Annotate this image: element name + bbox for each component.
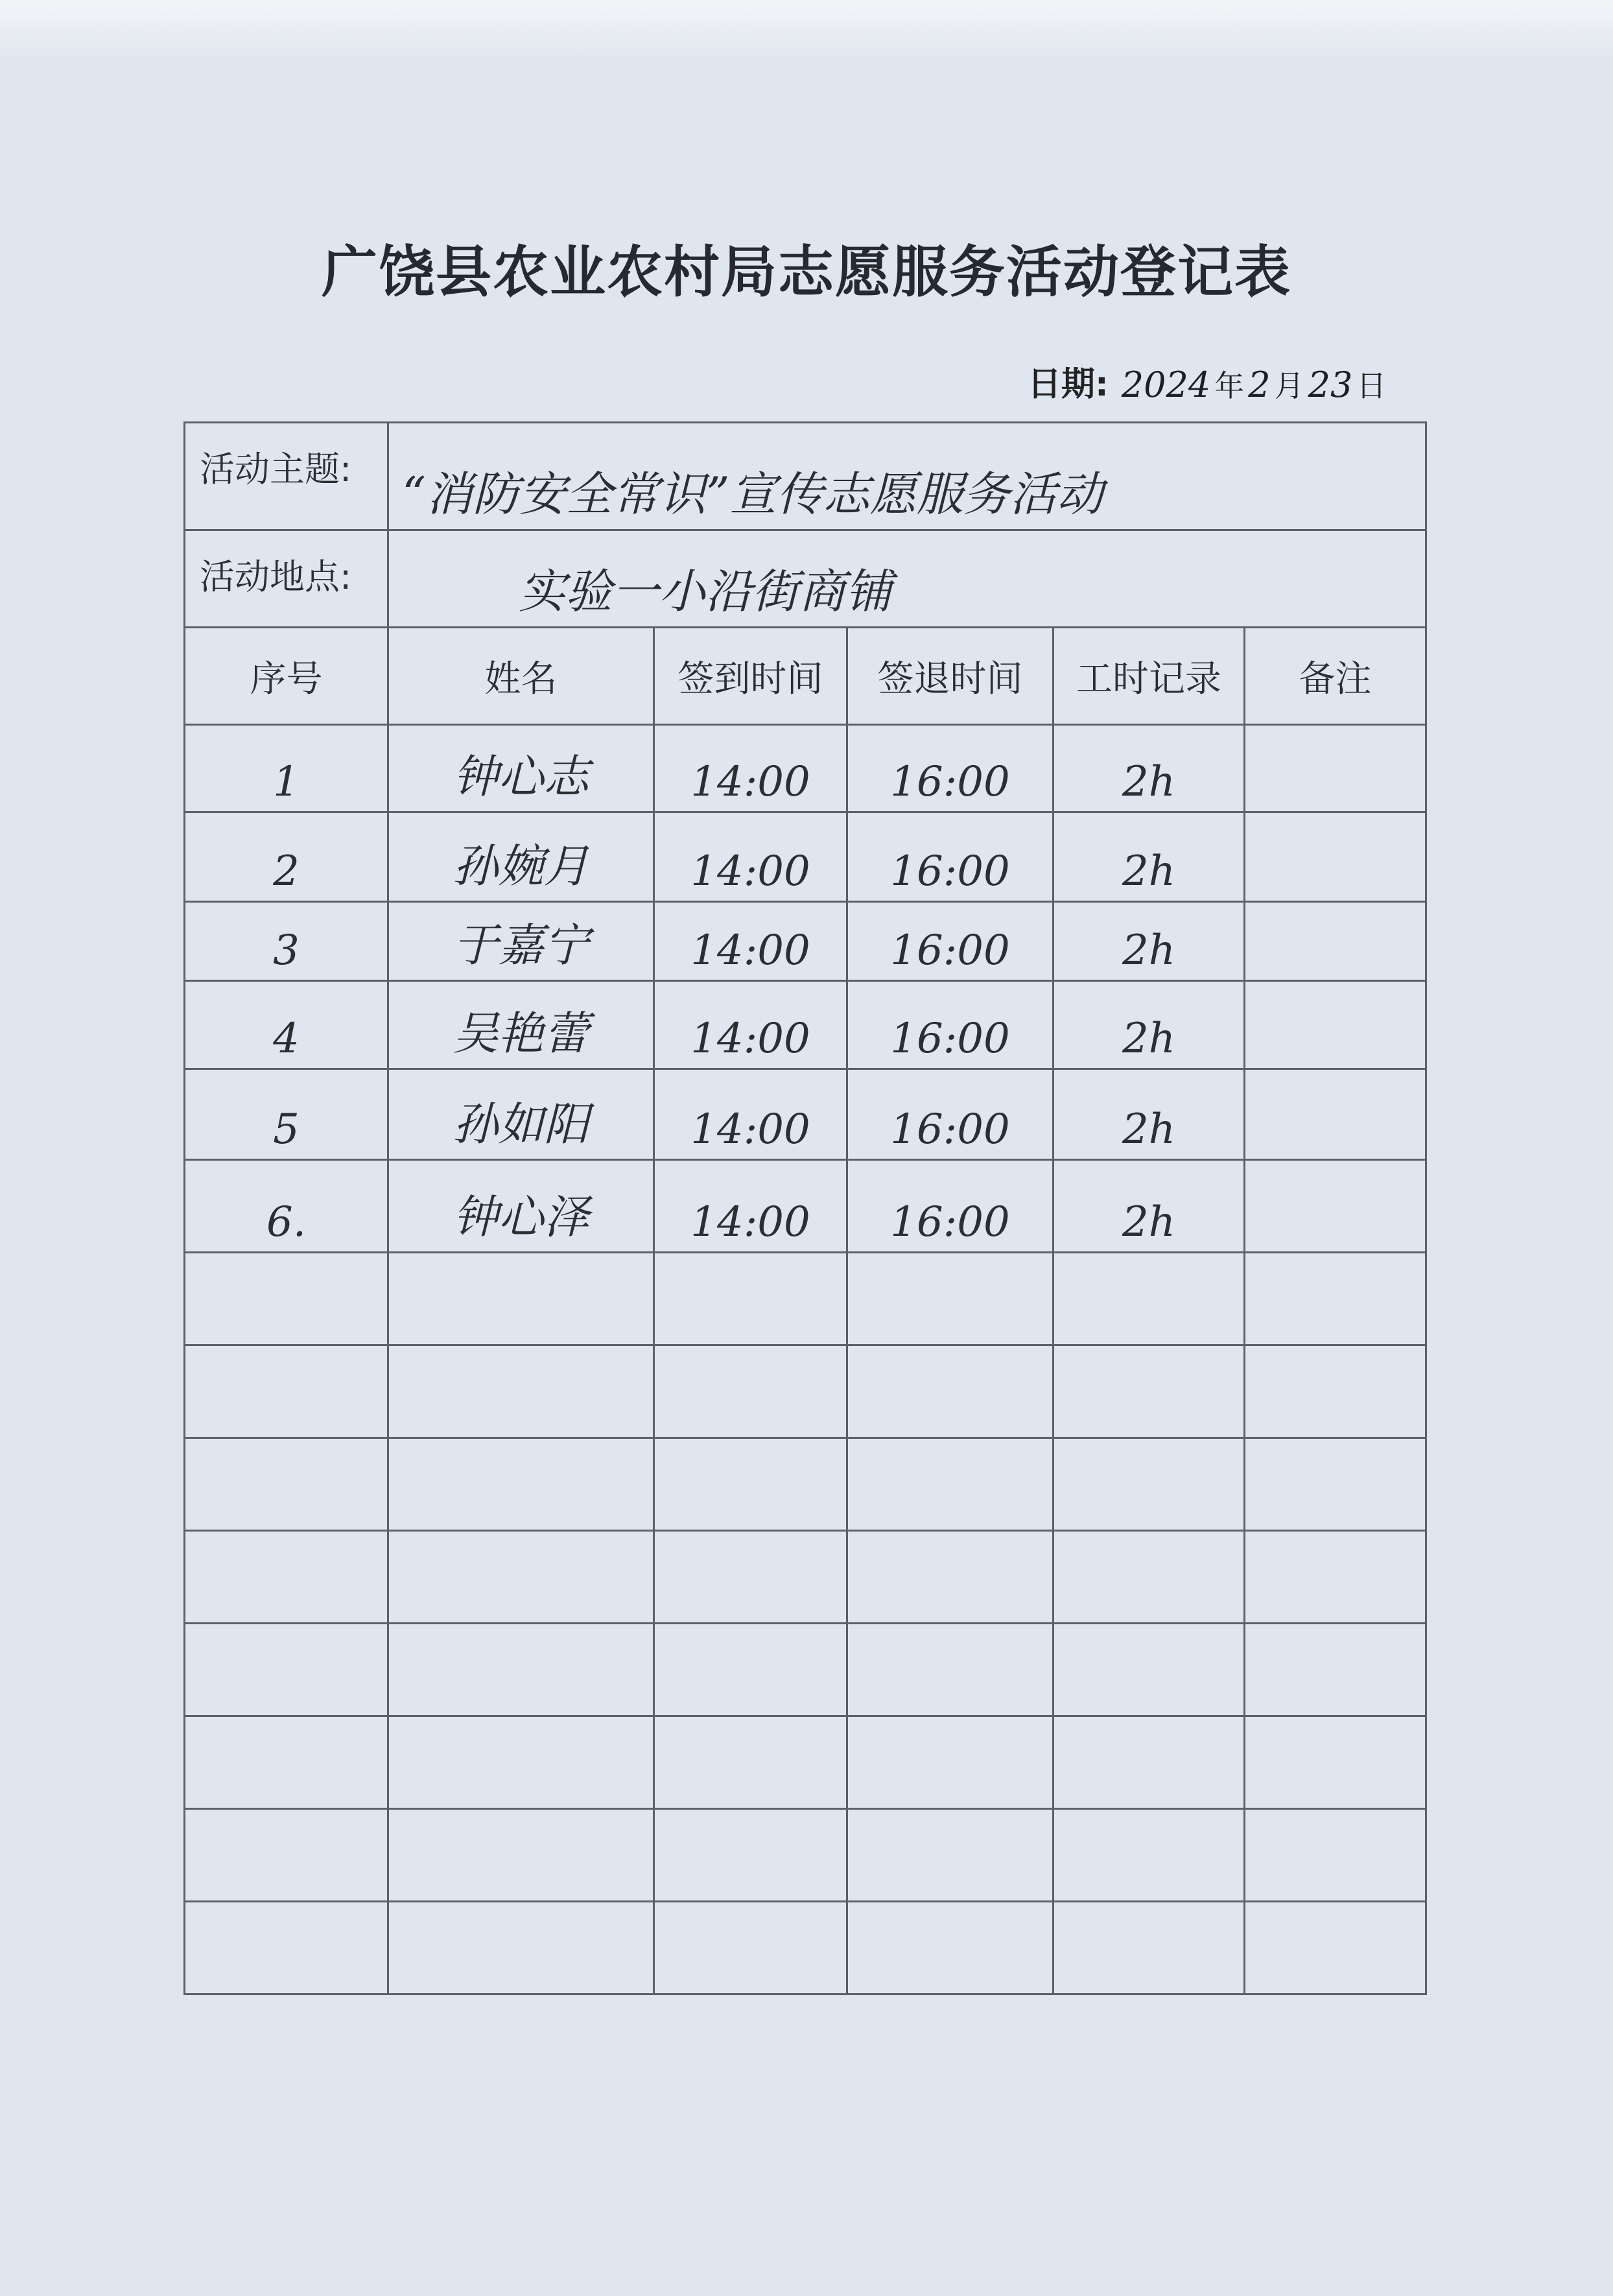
table-row xyxy=(185,1902,1426,1994)
header-no: 序号 xyxy=(185,628,388,725)
note-cell xyxy=(1245,1345,1426,1438)
date-month-unit: 月 xyxy=(1274,368,1304,403)
table-row xyxy=(185,1531,1426,1624)
sign-in-time xyxy=(654,1716,847,1809)
hours-record xyxy=(1054,1345,1245,1438)
note-cell xyxy=(1245,1253,1426,1345)
sign-out-time: 16:00 xyxy=(847,725,1054,812)
table-body xyxy=(185,725,1426,1994)
volunteer-name xyxy=(388,1902,654,1994)
page-title: 广饶县农业农村局志愿服务活动登记表 xyxy=(322,239,1291,305)
note-cell xyxy=(1245,1716,1426,1809)
table-row xyxy=(185,981,1426,1069)
sign-out-time xyxy=(847,1902,1054,1994)
table-row xyxy=(185,812,1426,902)
volunteer-name xyxy=(388,1253,654,1345)
sign-out-time: 16:00 xyxy=(847,981,1054,1069)
table-row xyxy=(185,1253,1426,1345)
sign-out-time xyxy=(847,1345,1054,1438)
volunteer-name: 钟心志 xyxy=(388,725,654,812)
sign-in-time xyxy=(654,1438,847,1531)
hours-record xyxy=(1054,1902,1245,1994)
sign-in-time: 14:00 xyxy=(654,981,847,1069)
sign-in-time xyxy=(654,1902,847,1994)
header-note: 备注 xyxy=(1245,628,1426,725)
header-hours: 工时记录 xyxy=(1054,628,1245,725)
note-cell xyxy=(1245,1438,1426,1531)
sign-in-time xyxy=(654,1345,847,1438)
hours-record: 2h xyxy=(1054,902,1245,981)
sign-in-time xyxy=(654,1809,847,1902)
date-label: 日期: xyxy=(1028,365,1109,404)
hours-record: 2h xyxy=(1054,981,1245,1069)
hours-record xyxy=(1054,1438,1245,1531)
row-number xyxy=(185,1809,388,1902)
volunteer-name xyxy=(388,1345,654,1438)
theme-label: 活动主题: xyxy=(185,423,388,530)
location-value: 实验一小沿街商铺 xyxy=(388,530,1426,628)
hours-record: 2h xyxy=(1054,812,1245,902)
header-sign-in: 签到时间 xyxy=(654,628,847,725)
volunteer-name xyxy=(388,1716,654,1809)
volunteer-name: 孙婉月 xyxy=(388,812,654,902)
registration-table xyxy=(183,421,1427,1995)
hours-record xyxy=(1054,1253,1245,1345)
sign-in-time xyxy=(654,1624,847,1716)
hours-record xyxy=(1054,1809,1245,1902)
table-row xyxy=(185,1716,1426,1809)
sign-in-time xyxy=(654,1531,847,1624)
note-cell xyxy=(1245,1624,1426,1716)
volunteer-name: 于嘉宁 xyxy=(388,902,654,981)
note-cell xyxy=(1245,1902,1426,1994)
note-cell xyxy=(1245,812,1426,902)
table-row xyxy=(185,1160,1426,1253)
sign-in-time: 14:00 xyxy=(654,725,847,812)
hours-record: 2h xyxy=(1054,1069,1245,1160)
hours-record xyxy=(1054,1716,1245,1809)
row-number xyxy=(185,1253,388,1345)
date-day: 23 xyxy=(1308,364,1353,405)
row-number: 2 xyxy=(185,812,388,902)
volunteer-name: 孙如阳 xyxy=(388,1069,654,1160)
table-row xyxy=(185,1069,1426,1160)
date-line xyxy=(1028,347,1390,405)
table-row xyxy=(185,1438,1426,1531)
note-cell xyxy=(1245,981,1426,1069)
note-cell xyxy=(1245,1809,1426,1902)
volunteer-name: 钟心泽 xyxy=(388,1160,654,1253)
hours-record xyxy=(1054,1624,1245,1716)
sign-in-time: 14:00 xyxy=(654,902,847,981)
sign-in-time xyxy=(654,1253,847,1345)
location-label: 活动地点: xyxy=(185,530,388,628)
hours-record xyxy=(1054,1531,1245,1624)
volunteer-name xyxy=(388,1438,654,1531)
sign-out-time xyxy=(847,1809,1054,1902)
sign-out-time: 16:00 xyxy=(847,1160,1054,1253)
sign-out-time xyxy=(847,1531,1054,1624)
row-number xyxy=(185,1345,388,1438)
volunteer-name xyxy=(388,1624,654,1716)
date-month: 2 xyxy=(1248,364,1271,405)
table-row xyxy=(185,1345,1426,1438)
row-number: 1 xyxy=(185,725,388,812)
table-row xyxy=(185,1809,1426,1902)
table-row xyxy=(185,725,1426,812)
table-header-row xyxy=(185,628,1426,725)
sign-out-time xyxy=(847,1624,1054,1716)
row-number xyxy=(185,1438,388,1531)
sheet-top-edge xyxy=(0,0,1613,58)
note-cell xyxy=(1245,725,1426,812)
date-year: 2024 xyxy=(1121,364,1211,405)
sign-out-time: 16:00 xyxy=(847,902,1054,981)
sign-out-time xyxy=(847,1716,1054,1809)
note-cell xyxy=(1245,1531,1426,1624)
activity-location-row xyxy=(185,530,1426,628)
sign-out-time: 16:00 xyxy=(847,1069,1054,1160)
volunteer-name xyxy=(388,1531,654,1624)
sign-in-time: 14:00 xyxy=(654,812,847,902)
sign-in-time: 14:00 xyxy=(654,1160,847,1253)
header-name: 姓名 xyxy=(388,628,654,725)
hours-record: 2h xyxy=(1054,1160,1245,1253)
sign-in-time: 14:00 xyxy=(654,1069,847,1160)
row-number: 3 xyxy=(185,902,388,981)
row-number xyxy=(185,1624,388,1716)
row-number xyxy=(185,1531,388,1624)
theme-value: “消防安全常识”宣传志愿服务活动 xyxy=(388,423,1426,530)
row-number xyxy=(185,1716,388,1809)
date-year-unit: 年 xyxy=(1214,368,1245,403)
note-cell xyxy=(1245,1069,1426,1160)
note-cell xyxy=(1245,1160,1426,1253)
row-number: 6. xyxy=(185,1160,388,1253)
note-cell xyxy=(1245,902,1426,981)
row-number: 5 xyxy=(185,1069,388,1160)
volunteer-name xyxy=(388,1809,654,1902)
row-number xyxy=(185,1902,388,1994)
activity-theme-row xyxy=(185,423,1426,530)
table-row xyxy=(185,902,1426,981)
volunteer-name: 吴艳蕾 xyxy=(388,981,654,1069)
sign-out-time: 16:00 xyxy=(847,812,1054,902)
hours-record: 2h xyxy=(1054,725,1245,812)
header-sign-out: 签退时间 xyxy=(847,628,1054,725)
row-number: 4 xyxy=(185,981,388,1069)
sign-out-time xyxy=(847,1438,1054,1531)
date-day-unit: 日 xyxy=(1356,368,1387,403)
table-row xyxy=(185,1624,1426,1716)
sign-out-time xyxy=(847,1253,1054,1345)
